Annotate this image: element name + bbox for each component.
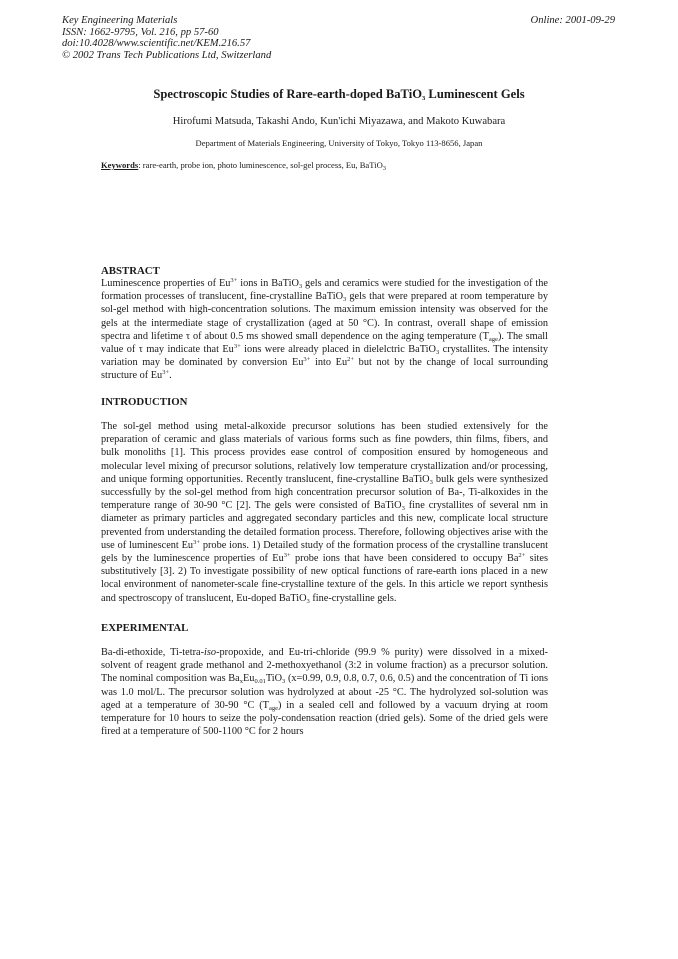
issn-line: ISSN: 1662-9795, Vol. 216, pp 57-60 <box>62 26 219 38</box>
experimental-body: Ba-di-ethoxide, Ti-tetra-iso-propoxide, and Eu-tri-chloride (99.9 % purity) were dissolved in a mixed-solvent of reagent grade methanol and 2-methoxyethanol (3:2 in volume fraction) as a precursor solution. The nominal composition was $Ba_xEu_{0.01}TiO_3$ (x=0.99, 0.9, 0.8, 0.7, 0.6, 0.5) and the concentration of Ti ions was 1.0 mol/L. The precursor solution was hydrolyzed at about -25 °C. The hydrolyzed sol-solution was aged at a temperature of 30-90 °C $(T_{age})$ in a sealed cell and followed by a vacuum drying at room temperature for 10 hours to seize the poly-condensation reaction (dried gels). Some of the dried gels were fired at a temperature of 500-1100 °C for 2 hours <box>101 647 548 738</box>
abstract-heading: ABSTRACT <box>101 265 160 277</box>
experimental-heading: EXPERIMENTAL <box>101 622 189 634</box>
journal-header <box>62 15 271 61</box>
abstract-body: Luminescence properties of $Eu^{3+}$ ions in BaTiO$_3$ gels and ceramics were studied for the investigation of the formation processes of translucent, fine-crystalline BaTiO$_3$ gels that were prepared at room temperature by sol-gel method with high-concentration solutions. The maximum emission intensity was observed for the gels at the intermediate stage of crystallization (aged at 50 °C). In contrast, overall shape of emission spectra and lifetime τ of about 0.5 ms showed small dependence on the aging temperature $(T_{age})$. The small value of τ may indicate that $Eu^{3+}$ ions were already placed in dielelctric BaTiO$_3$ crystallites. The intensity variation may be dominated by conversion $Eu^{3+}$ into $Eu^{2+}$ but not by the change of local surrounding structure of $Eu^{3+}$. <box>101 277 548 382</box>
paper-title: Spectroscopic Studies of Rare-earth-doped BaTiO$_3$ Luminescent Gels <box>153 87 525 102</box>
author-list: Hirofumi Matsuda, Takashi Ando, Kun'ichi Miyazawa, and Makoto Kuwabara <box>172 116 506 127</box>
affiliation: Department of Materials Engineering, University of Tokyo, Tokyo 113-8656, Japan <box>195 138 483 148</box>
copyright-line: © 2002 Trans Tech Publications Ltd, Switzerland <box>62 49 272 61</box>
online-date: Online: 2001-09-29 <box>530 15 615 26</box>
journal-name: Key Engineering Materials <box>62 15 178 26</box>
introduction-heading: INTRODUCTION <box>101 396 188 408</box>
doi-link[interactable]: doi:10.4028/www.scientific.net/KEM.216.57 <box>62 38 251 50</box>
introduction-body: The sol-gel method using metal-alkoxide precursor solutions has been studied extensively for the preparation of ceramic and glass materials of various forms such as fine powders, thin films, fibers, and bulk monoliths [1]. This process provides ease control of composition ensured by homogeneous and molecular level mixing of precursor solutions, relatively low temperature crystallization and/or processing, and unique forming opportunities. Recently translucent, fine-crystalline BaTiO$_3$ bulk gels were synthesized successfully by the sol-gel method from high concentration precursor solution of Ba-, Ti-alkoxides in the temperature range of 30-90 °C [2]. The gels were consisted of BaTiO$_3$ fine crystallites of several nm in diameter as primary particles and aggregated secondary particles and this new, complicate local structure prevented from understanding the detailed formation process. Therefore, following objectives arise with the use of luminescent $Eu^{3+}$ probe ions. 1) Detailed study of the formation process of the crystalline translucent gels by the luminescence properties of $Eu^{3+}$ probe ions that have been considered to occupy $Ba^{2+}$ sites substitutively [3]. 2) To investigate possibility of new optical functions of rare-earth ions placed in a new local environment of nanometer-scale fine-crystalline texture of the gels. In this article we report synthesis and spectroscopy of translucent, Eu-doped BaTiO$_3$ fine-crystalline gels. <box>101 421 548 605</box>
keywords-label: Keywords <box>101 160 139 170</box>
keywords-line: Keywords: rare-earth, probe ion, photo luminescence, sol-gel process, Eu, BaTiO$_3$ <box>101 160 387 172</box>
